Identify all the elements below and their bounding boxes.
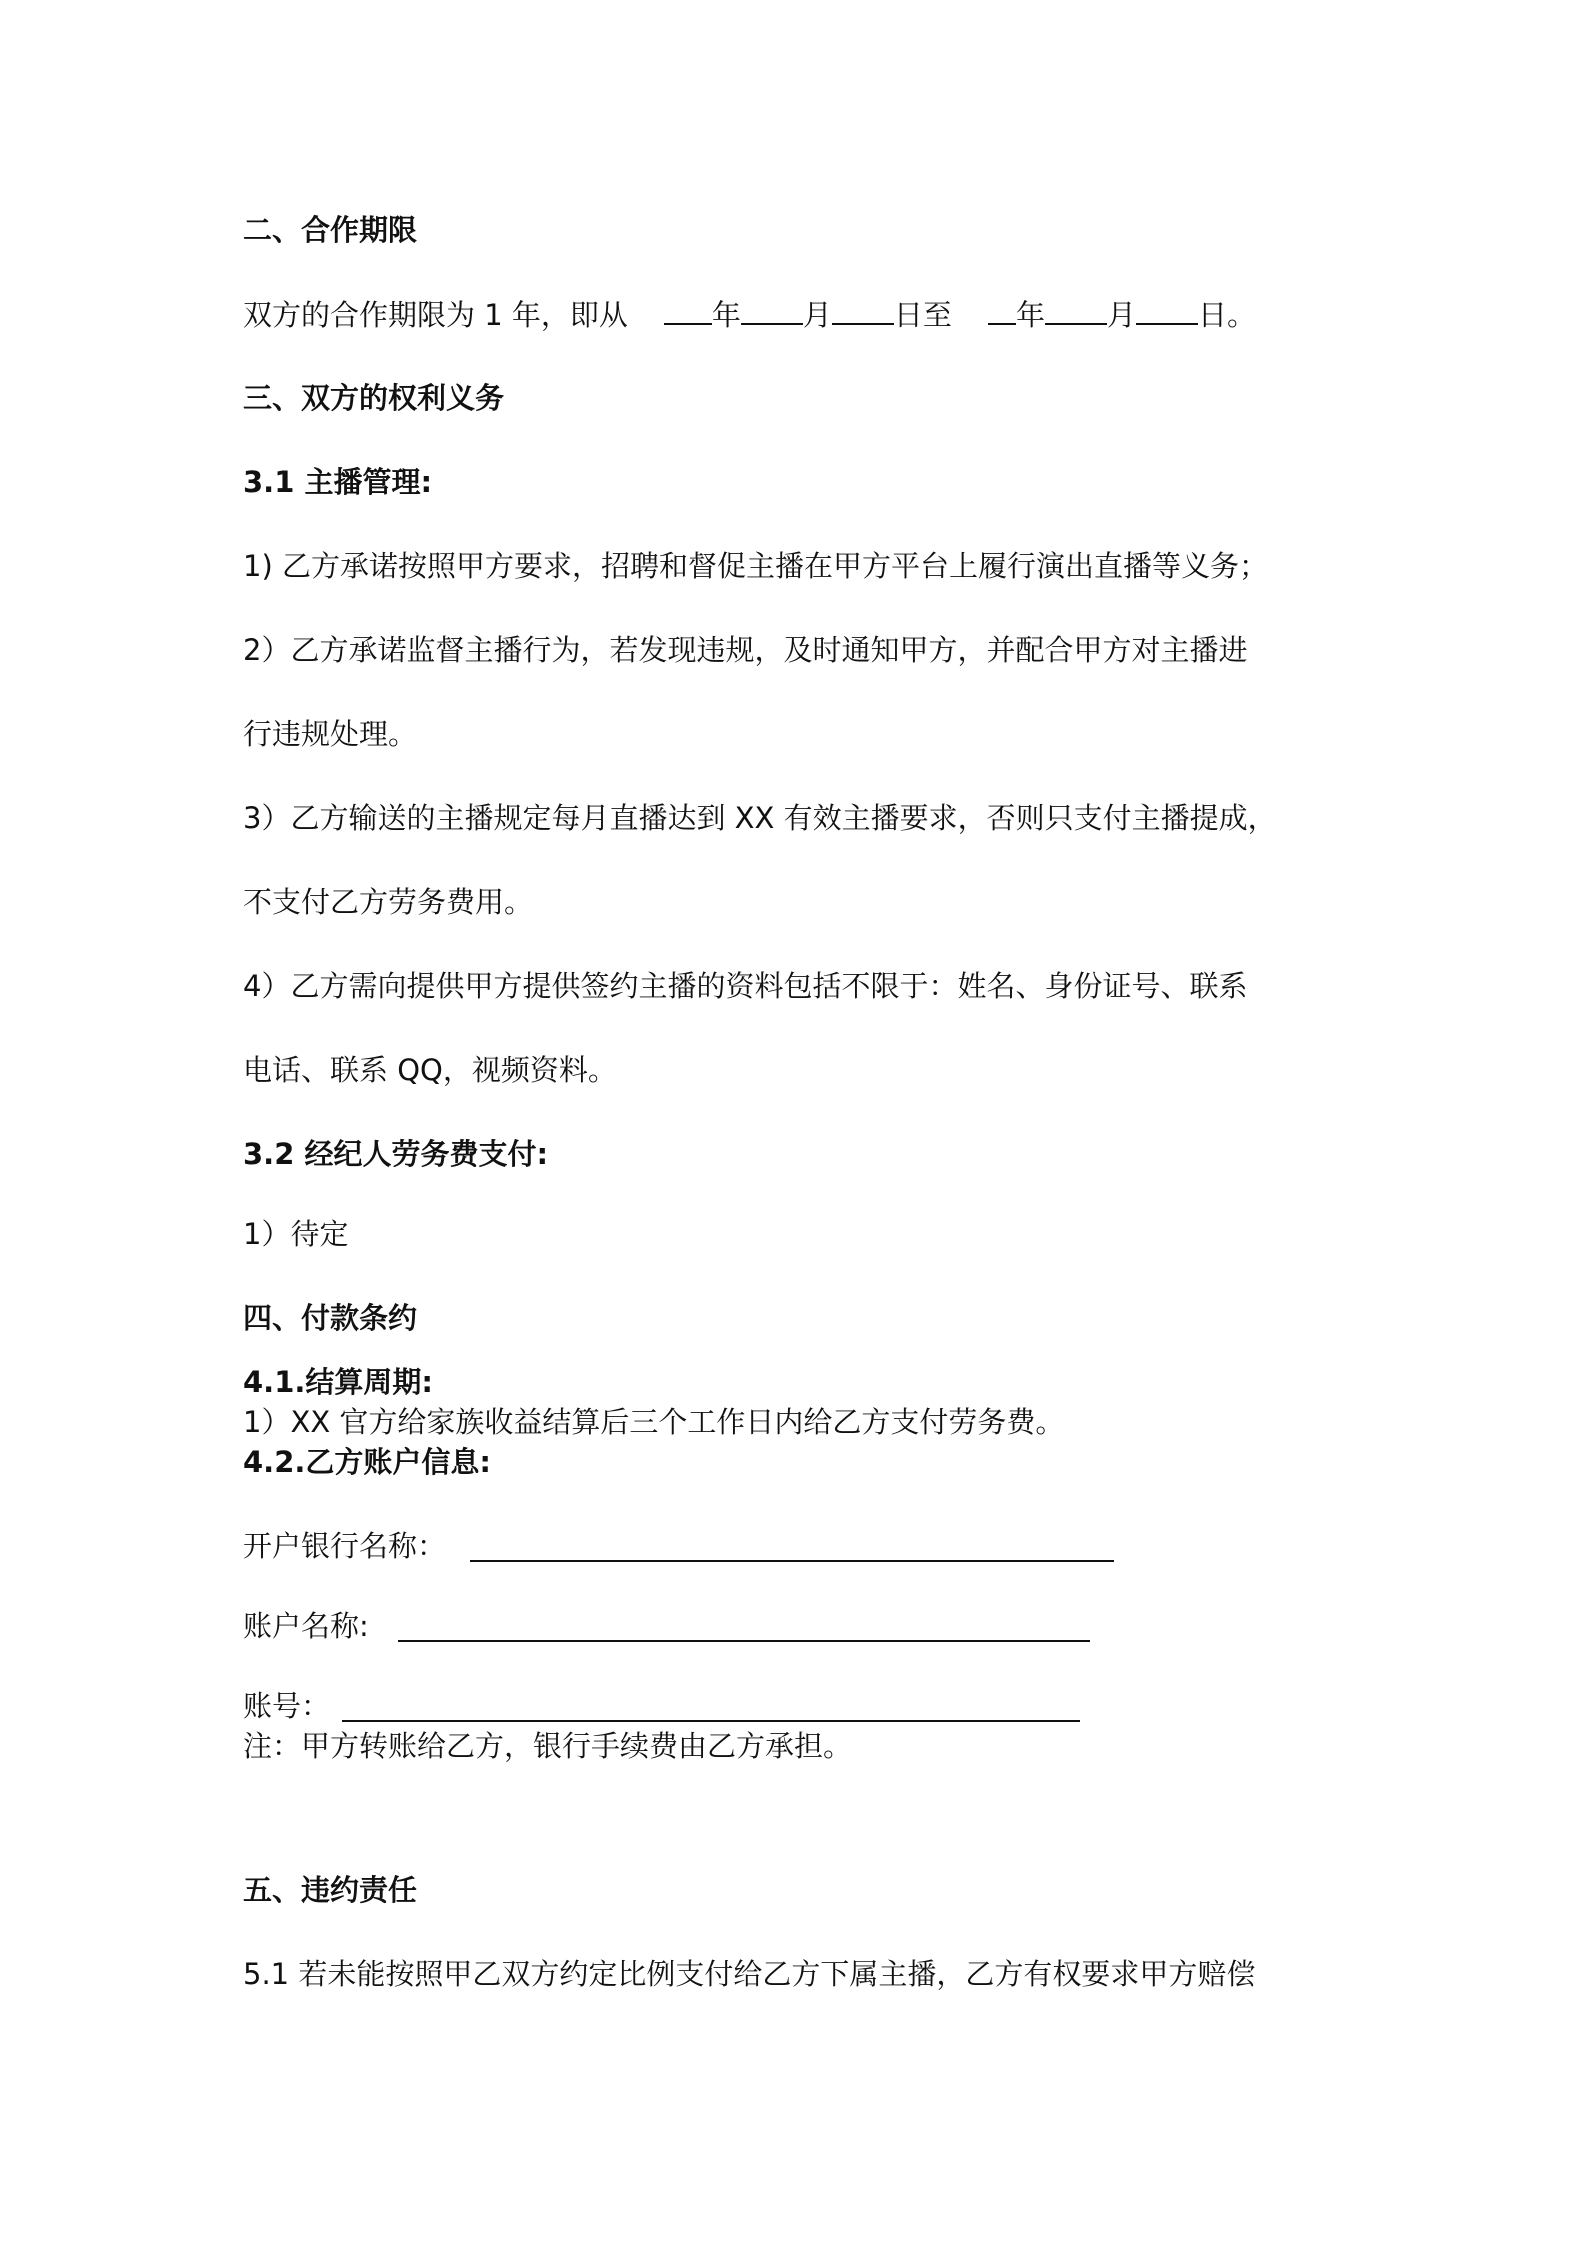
item-3-1-4-line2: 电话、联系 QQ，视频资料。 [243,1053,617,1087]
section-5-heading: 五、违约责任 [243,1873,418,1907]
subsection-3-1: 3.1 主播管理: [243,465,433,499]
item-3-1-1: 1) 乙方承诺按照甲方要求，招聘和督促主播在甲方平台上履行演出直播等义务； [243,549,1268,583]
item-4-1-1: 1）XX 官方给家族收益结算后三个工作日内给乙方支付劳务费。 [243,1405,1065,1439]
item-5-1: 5.1 若未能按照甲乙双方约定比例支付给乙方下属主播，乙方有权要求甲方赔偿 [243,1957,1256,1991]
end-month-label: 月 [1106,298,1136,332]
subsection-4-1: 4.1.结算周期: [243,1365,433,1399]
account-name-label: 账户名称: [243,1609,369,1643]
end-year-blank[interactable] [988,295,1016,325]
start-day-blank[interactable] [832,295,894,325]
start-year-label: 年 [711,298,741,332]
item-3-1-2-line2: 行违规处理。 [243,717,418,751]
subsection-3-2: 3.2 经纪人劳务费支付: [243,1137,549,1171]
term-line [243,295,1256,335]
end-day-blank[interactable] [1136,295,1198,325]
section-3-heading: 三、双方的权利义务 [243,381,505,415]
account-number-label: 账号： [243,1689,331,1723]
section-2-heading: 二、合作期限 [243,213,418,247]
item-3-2-1: 1）待定 [243,1217,349,1251]
item-3-1-3-line1: 3）乙方输送的主播规定每月直播达到 XX 有效主播要求，否则只支付主播提成， [243,801,1277,835]
fee-note: 注：甲方转账给乙方，银行手续费由乙方承担。 [243,1729,853,1763]
start-day-label: 日至 [893,298,952,332]
start-month-blank[interactable] [741,295,803,325]
term-text-before: 双方的合作期限为 1 年，即从 [243,298,628,332]
bank-name-label: 开户银行名称： [243,1529,447,1563]
account-name-field[interactable] [398,1640,1090,1642]
item-3-1-3-line2: 不支付乙方劳务费用。 [243,885,534,919]
start-month-label: 月 [802,298,832,332]
item-3-1-2-line1: 2）乙方承诺监督主播行为，若发现违规，及时通知甲方，并配合甲方对主播进 [243,633,1248,667]
account-number-field[interactable] [342,1720,1080,1722]
end-year-label: 年 [1015,298,1045,332]
section-4-heading: 四、付款条约 [243,1301,418,1335]
item-3-1-4-line1: 4）乙方需向提供甲方提供签约主播的资料包括不限于：姓名、身份证号、联系 [243,969,1248,1003]
end-month-blank[interactable] [1045,295,1107,325]
subsection-4-2: 4.2.乙方账户信息: [243,1445,491,1479]
bank-name-field[interactable] [470,1560,1114,1562]
end-day-label: 日。 [1197,298,1256,332]
start-year-blank[interactable] [664,295,712,325]
